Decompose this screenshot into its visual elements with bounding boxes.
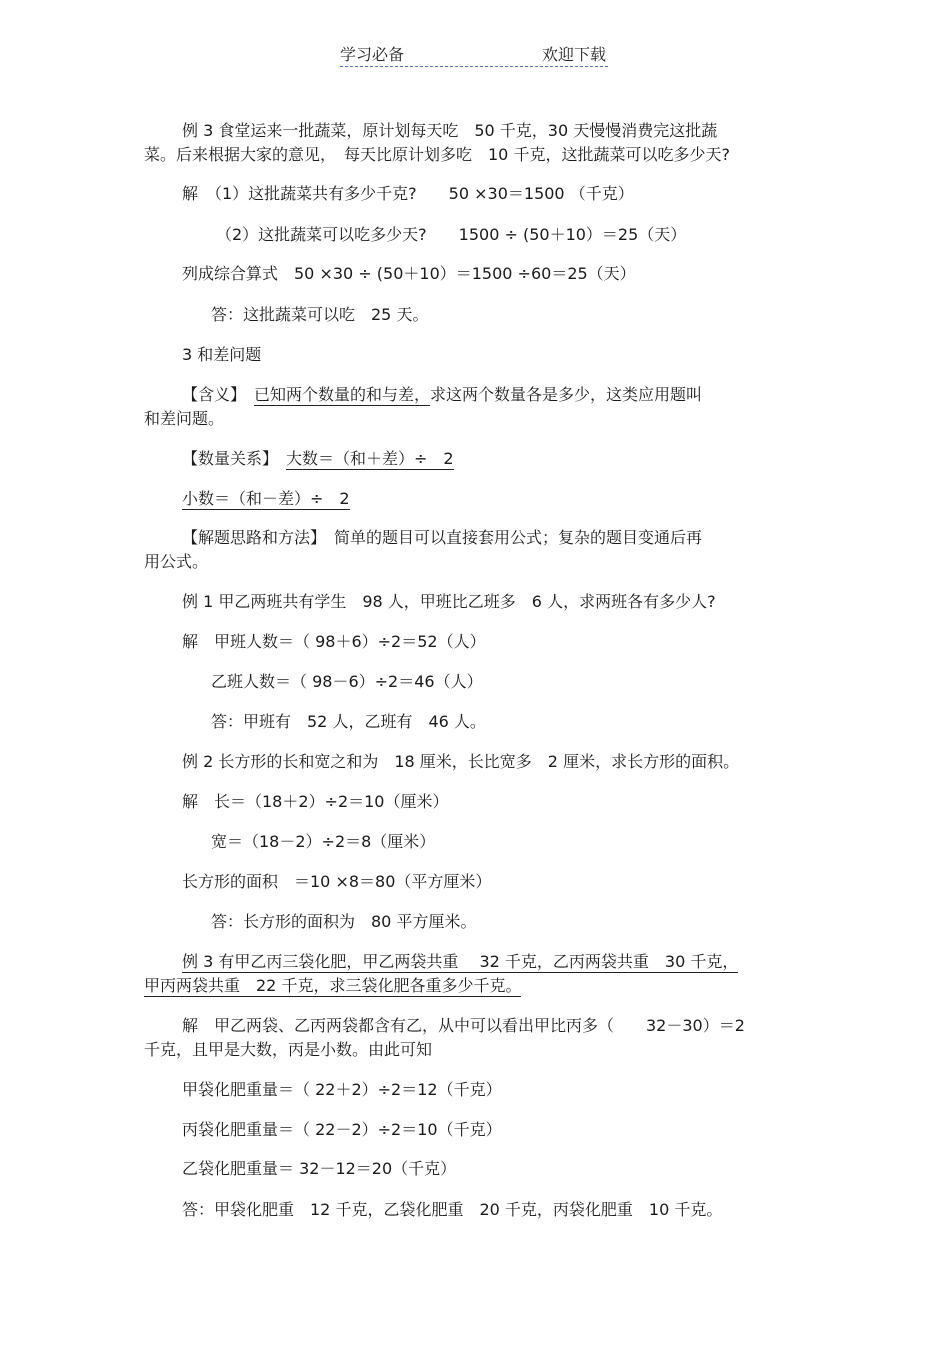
label-meaning: 【含义】	[182, 385, 255, 404]
text-line: 答：长方形的面积为 80 平方厘米。	[211, 912, 477, 931]
section-heading: 3 和差问题	[182, 345, 262, 364]
header-right-text: 欢迎下载	[541, 45, 606, 64]
underlined-text: 已知两个数量的和与差，	[254, 385, 431, 404]
formula-big-number: 大数＝（和＋差）÷ 2	[286, 449, 454, 468]
text-line: 【解题思路和方法】 简单的题目可以直接套用公式；复杂的题目变通后再	[182, 528, 703, 547]
label-quantity-relation: 【数量关系】	[182, 449, 287, 468]
text-line	[182, 951, 738, 973]
text-line: 乙袋化肥重量＝ 32－12＝20（千克）	[182, 1159, 457, 1178]
text-line: 例 3 食堂运来一批蔬菜，原计划每天吃 50 千克，30 天慢慢消费完这批蔬	[182, 121, 718, 140]
text-line: 宽＝（18－2）÷2＝8（厘米）	[211, 832, 436, 851]
text-line: 和差问题。	[144, 409, 225, 428]
text-line: （2）这批蔬菜可以吃多少天? 1500 ÷ (50＋10）＝25（天）	[216, 225, 687, 244]
formula-small-number: 小数＝（和－差）÷ 2	[182, 489, 350, 508]
text-line: 用公式。	[144, 552, 209, 571]
text-line: 答：甲袋化肥重 12 千克，乙袋化肥重 20 千克，丙袋化肥重 10 千克。	[182, 1200, 723, 1219]
text-line: 解 甲班人数＝（ 98＋6）÷2＝52（人）	[182, 632, 486, 651]
page-header	[340, 40, 608, 67]
text-line: 解 甲乙两袋、乙丙两袋都含有乙，从中可以看出甲比丙多（ 32－30）＝2	[182, 1016, 745, 1035]
text-line: 答：这批蔬菜可以吃 25 天。	[211, 305, 429, 324]
underlined-example: 例 3 有甲乙丙三袋化肥，甲乙两袋共重 32 千克，乙丙两袋共重 30 千克，	[182, 952, 739, 971]
text-line	[182, 488, 350, 510]
text-line: 答：甲班有 52 人，乙班有 46 人。	[211, 712, 486, 731]
text-line: 例 2 长方形的长和宽之和为 18 厘米，长比宽多 2 厘米，求长方形的面积。	[182, 752, 740, 771]
underlined-example: 甲丙两袋共重 22 千克，求三袋化肥各重多少千克。	[144, 976, 522, 995]
text-line: 菜。后来根据大家的意见， 每天比原计划多吃 10 千克，这批蔬菜可以吃多少天?	[144, 145, 730, 164]
text-line: 千克，且甲是大数，丙是小数。由此可知	[144, 1040, 433, 1059]
text-segment: 求这两个数量各是多少，这类应用题叫	[430, 385, 703, 404]
text-line: 解 （1）这批蔬菜共有多少千克? 50 ×30＝1500 （千克）	[182, 184, 634, 203]
text-line: 甲袋化肥重量＝（ 22＋2）÷2＝12（千克）	[182, 1080, 502, 1099]
text-line: 乙班人数＝（ 98－6）÷2＝46（人）	[211, 672, 483, 691]
text-line: 长方形的面积 ＝10 ×8＝80（平方厘米）	[182, 872, 492, 891]
text-line	[144, 975, 521, 997]
header-left-text: 学习必备	[340, 45, 405, 64]
text-line: 丙袋化肥重量＝（ 22－2）÷2＝10（千克）	[182, 1120, 502, 1139]
text-line	[182, 448, 454, 470]
text-line	[182, 384, 702, 406]
text-line: 例 1 甲乙两班共有学生 98 人，甲班比乙班多 6 人，求两班各有多少人?	[182, 592, 716, 611]
text-line: 解 长＝（18＋2）÷2＝10（厘米）	[182, 792, 449, 811]
text-line: 列成综合算式 50 ×30 ÷ (50＋10）＝1500 ÷60＝25（天）	[182, 264, 636, 283]
